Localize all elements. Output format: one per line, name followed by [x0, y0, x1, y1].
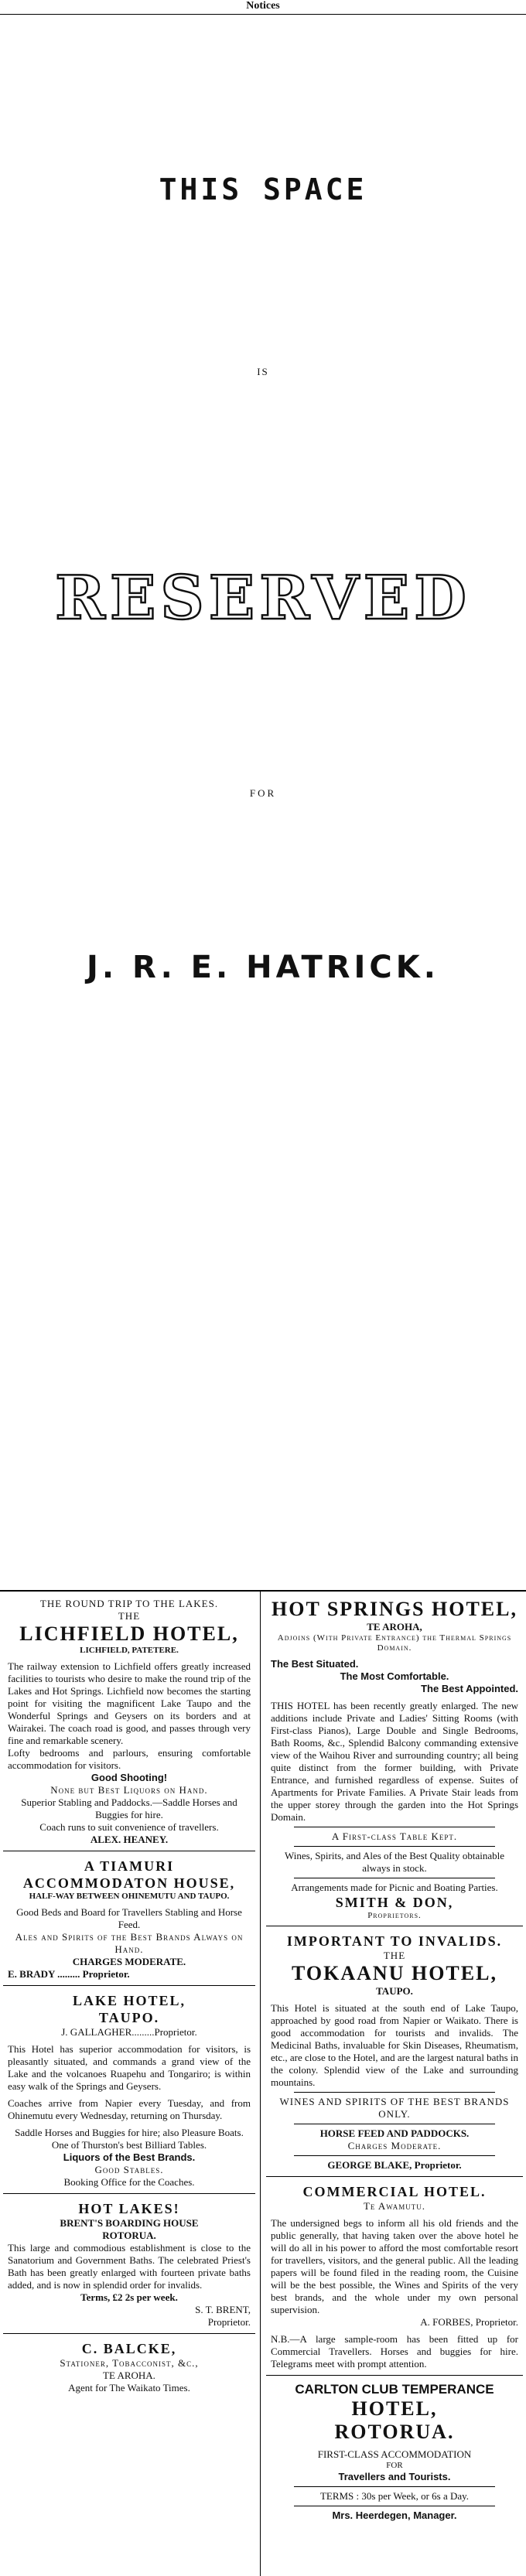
slogan-2: The Most Comfortable.: [340, 1670, 449, 1682]
charges-text: CHARGES MODERATE.: [72, 1956, 186, 1967]
ad-body: This Hotel has superior accommodation for visitors, is pleasantly situated, and commands a grand view of the Lake and the volcanoes Ruapehu and Tongariro; is within easy walk of the Springs and Geysers.: [8, 2043, 251, 2092]
hot-springs-hotel-ad: [266, 1595, 523, 1926]
this-space-text: THIS SPACE: [159, 172, 367, 206]
reserved-text: RESERVED: [55, 563, 471, 633]
left-column: [3, 1595, 255, 2402]
liquors-text: None but Best Liquors on Hand.: [50, 1784, 208, 1796]
right-column: [266, 1595, 523, 2530]
nb-text: N.B.—A large sample-room has been fitted up for Commercial Travellers. Horses and buggies for hire. Telegrams meet with prompt attention.: [271, 2333, 518, 2370]
table-text: A First-class Table Kept.: [331, 1830, 458, 1842]
picnic-text: Arrangements made for Picnic and Boating Parties.: [291, 1882, 498, 1893]
wines-text: Wines, Spirits, and Ales of the Best Quality obtainable always in stock.: [285, 1850, 504, 1874]
liquors-text: Liquors of the Best Brands.: [63, 2151, 196, 2163]
tokaanu-hotel-ad: [266, 1929, 523, 2177]
slogan-1: The Best Situated.: [271, 1658, 359, 1670]
manager-name: Mrs. Heerdegen, Manager.: [332, 2509, 457, 2521]
location-text: TE AROHA.: [103, 2370, 155, 2381]
brent-boarding-house-ad: [3, 2197, 255, 2334]
ad-subheading: THE: [118, 1610, 141, 1622]
proprietor-name: E. BRADY ......... Proprietor.: [8, 1968, 130, 1980]
billiard-text: One of Thurston's best Billiard Tables.: [51, 2139, 207, 2151]
terms-text: Terms, £2 2s per week.: [80, 2291, 178, 2303]
ales-text: Ales and Spirits of the Best Brands Always on Hand.: [15, 1931, 244, 1955]
hotel-type: HOTEL,: [351, 2397, 438, 2420]
slogan-3: The Best Appointed.: [421, 1683, 518, 1694]
ad-body: The railway extension to Lichfield offers greatly increased facilities to tourists who desire to make the round trip of the Lakes and Hot Springs. Lichfield now becomes the starting point for visiting the magnificent Lake Taupo and the Wonderful Springs and Geysers on its borders and at Wairakei. The coach road is good, and passes through very fine and remarkable scenery.: [8, 1660, 251, 1746]
section-divider: [0, 1590, 526, 1592]
stables-text: Good Stables.: [94, 2164, 164, 2175]
commercial-hotel-ad: [266, 2180, 523, 2376]
horse-text: HORSE FEED AND PADDOCKS.: [319, 2127, 470, 2139]
hotel-name: TOKAANU HOTEL,: [292, 1962, 497, 1984]
atiamuri-ad: [3, 1854, 255, 1986]
adjoins-text: Adjoins (With Private Entrance) the Thermal Springs Domain.: [277, 1633, 512, 1653]
charges-text: Charges Moderate.: [347, 2140, 442, 2151]
lake-hotel-ad: [3, 1989, 255, 2194]
ad-heading: HOT LAKES!: [78, 2201, 180, 2216]
hotel-location: LICHFIELD, PATETERE.: [80, 1646, 179, 1655]
ad-heading: A TIAMURI: [84, 1858, 175, 1874]
proprietor-role: Proprietors.: [367, 1911, 422, 1920]
ad-subheading: THE: [383, 1950, 406, 1961]
ad-body: The undersigned begs to inform all his old friends and the public generally, that having taken over the above hotel he will do all in his power to afford the most comfortable resort for travellers, visitors, and the general public. All the leading papers will be found filed in the reading room, the Cuisine will be the best possible, the Wines and Spirits of the very best brands, and the whole under my own personal supervision.: [271, 2217, 518, 2315]
ad-location: HALF-WAY BETWEEN OHINEMUTU AND TAUPO.: [29, 1892, 230, 1901]
proprietor-name: GEORGE BLAKE, Proprietor.: [327, 2159, 462, 2171]
proprietor-name: A. FORBES, Proprietor.: [420, 2316, 518, 2328]
hotel-name: HOT SPRINGS HOTEL,: [272, 1598, 517, 1620]
agent-text: Agent for The Waikato Times.: [68, 2382, 190, 2393]
page-header: Notices: [0, 0, 526, 15]
proprietor-role: Proprietor.: [207, 2316, 251, 2328]
proprietor-line: J. GALLAGHER.........Proprietor.: [61, 2026, 197, 2038]
balcke-ad: [3, 2337, 255, 2399]
proprietor-name: ALEX. HEANEY.: [90, 1834, 169, 1845]
advertiser-name: J. R. E. HATRICK.: [87, 950, 439, 985]
shooting-text: Good Shooting!: [91, 1772, 168, 1783]
carlton-club-ad: [266, 2379, 523, 2527]
lichfield-hotel-ad: [3, 1595, 255, 1851]
stabling-text: Superior Stabling and Paddocks.—Saddle Horses and Buggies for hire.: [21, 1796, 237, 1820]
ad-body: THIS HOTEL has been recently greatly enlarged. The new additions include Private and Ladies' Sitting Rooms (with First-class Pianos), Large Double and Single Bedrooms, Bath Rooms, &c., Splendid Balcony commanding extensive view of the Waihou River and surrounding country; all being quite distinct from the former building, with Private Entrance, and furnished regardless of expense. Suites of Apartments for Private Families. A Private Stair leads from the upper storey through the garden into the Hot Springs Domain.: [271, 1700, 518, 1823]
hotel-name: COMMERCIAL HOTEL.: [302, 2184, 487, 2199]
for-text: FOR: [249, 787, 277, 799]
proprietor-name: SMITH & DON,: [335, 1895, 454, 1910]
travellers-text: Travellers and Tourists.: [338, 2471, 451, 2482]
is-text: IS: [257, 366, 269, 377]
board-text: Good Beds and Board for Travellers Stabling and Horse Feed.: [16, 1906, 242, 1930]
house-name: BRENT'S BOARDING HOUSE: [60, 2217, 199, 2229]
ad-body-2: Lofty bedrooms and parlours, ensuring comfortable accommodation for visitors.: [8, 1747, 251, 1771]
proprietor-name: S. T. BRENT,: [195, 2304, 251, 2315]
hotel-name: LICHFIELD HOTEL,: [19, 1622, 239, 1645]
saddle-text: Saddle Horses and Buggies for hire; also Pleasure Boats.: [15, 2127, 244, 2138]
hotel-location: Te Awamutu.: [363, 2200, 426, 2212]
column-divider: [260, 1592, 261, 2576]
hotel-location: TAUPO.: [376, 1985, 413, 1997]
accommodation-text: FIRST-CLASS ACCOMMODATION: [317, 2448, 472, 2460]
hotel-location: TAUPO.: [98, 2010, 160, 2025]
ad-heading: C. BALCKE,: [81, 2341, 177, 2356]
trade-text: Stationer, Tobacconist, &c.,: [60, 2357, 199, 2369]
ad-heading: THE ROUND TRIP TO THE LAKES.: [39, 1598, 219, 1609]
ad-heading: IMPORTANT TO INVALIDS.: [286, 1933, 503, 1949]
ad-body: This large and commodious establishment is close to the Sanatorium and Government Baths. The celebrated Priest's Bath has been greatly enlarged with fourteen private baths added, and is now in splendid order for invalids.: [8, 2242, 251, 2291]
ad-subheading: ACCOMMODATON HOUSE,: [22, 1875, 236, 1891]
hotel-name: CARLTON CLUB TEMPERANCE: [295, 2382, 494, 2397]
hotel-location: TE AROHA,: [367, 1621, 422, 1633]
wines-text: WINES AND SPIRITS OF THE BEST BRANDS ONLY.: [279, 2096, 510, 2120]
booking-text: Booking Office for the Coaches.: [63, 2176, 195, 2188]
reserved-advertisement: [0, 14, 526, 1592]
house-location: ROTORUA.: [102, 2230, 156, 2241]
coaches-text: Coaches arrive from Napier every Tuesday, and from Ohinemutu every Wednesday, returning on Thursday.: [8, 2097, 251, 2121]
ad-body: This Hotel is situated at the south end of Lake Taupo, approached by good road from Napier or Waikato. There is good accommodation for tourists and invalids. The Medicinal Baths, invaluable for Skin Diseases, Rheumatism, etc., are close to the Hotel, and are the largest natural baths in the colony. Splendid view of the Lake and surrounding mountains.: [271, 2002, 518, 2088]
hotel-location: ROTORUA.: [334, 2421, 455, 2443]
for-text: FOR: [386, 2461, 403, 2470]
terms-text: TERMS : 30s per Week, or 6s a Day.: [319, 2490, 470, 2502]
coach-text: Coach runs to suit convenience of travellers.: [39, 1821, 219, 1833]
hotel-name: LAKE HOTEL,: [72, 1993, 186, 2008]
